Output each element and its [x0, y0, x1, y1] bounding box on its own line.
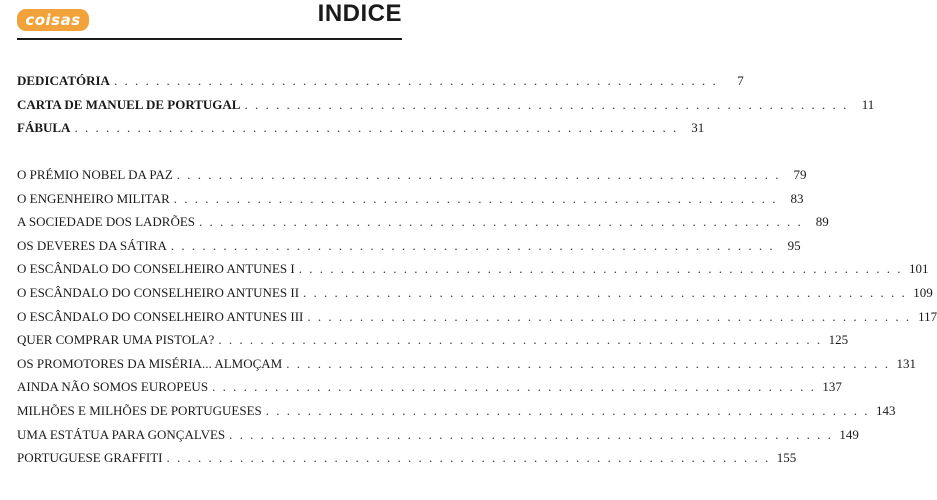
dot-leader: . . . . . . . . . . . . . . . . . . . . . . . . . . . . . . . . . . . . . . . . . . . . . . . . . . . . . . . . . .	[298, 261, 903, 277]
dot-leader: . . . . . . . . . . . . . . . . . . . . . . . . . . . . . . . . . . . . . . . . . . . . . . . . . . . . . . . . . .	[265, 403, 870, 418]
toc-entry	[17, 426, 859, 447]
toc-entry	[17, 96, 875, 117]
toc-entry-page-number: 149	[839, 426, 859, 442]
toc-entry-page-number: 89	[815, 214, 829, 230]
dot-leader: . . . . . . . . . . . . . . . . . . . . . . . . . . . . . . . . . . . . . . . . . . . . . . . . . . . . . . . . . .	[218, 332, 823, 348]
toc-entry	[17, 261, 929, 281]
toc-entry-title: O ESCÂNDALO DO CONSELHEIRO ANTUNES I	[17, 261, 295, 277]
toc-entry-title: AINDA NÃO SOMOS EUROPEUS	[17, 379, 209, 395]
dot-leader: . . . . . . . . . . . . . . . . . . . . . . . . . . . . . . . . . . . . . . . . . . . . . . . . . . . . . . . . . .	[176, 167, 781, 182]
toc-entry-page-number: 117	[918, 308, 937, 324]
toc-entry-title: UMA ESTÁTUA PARA GONÇALVES	[17, 426, 226, 442]
publisher-logo: coisas	[17, 9, 89, 31]
toc-entry-title: DEDICATÓRIA	[17, 73, 110, 88]
toc-entry-title: QUER COMPRAR UMA PISTOLA?	[17, 332, 215, 348]
toc-entry	[17, 237, 801, 258]
toc-entry-page-number: 137	[822, 379, 842, 395]
toc-entry-title: MILHÕES E MILHÕES DE PORTUGUESES	[17, 403, 262, 418]
toc-entry-page-number: 95	[787, 237, 801, 253]
toc-entry-page-number: 155	[776, 450, 797, 466]
toc-entry-page-number: 83	[790, 190, 804, 206]
toc-entry-page-number: 131	[896, 355, 916, 371]
dot-leader: . . . . . . . . . . . . . . . . . . . . . . . . . . . . . . . . . . . . . . . . . . . . . . . . . . . . . . . . . .	[199, 214, 803, 230]
toc-entry-title: O PRÉMIO NOBEL DA PAZ	[17, 167, 173, 182]
toc-entry-page-number: 109	[913, 285, 933, 300]
page-title: INDICE	[317, 0, 402, 27]
toc-entry-page-number: 7	[737, 73, 744, 88]
toc-entry-page-number: 11	[861, 96, 875, 112]
toc-entry-title: O ENGENHEIRO MILITAR	[17, 190, 170, 206]
dot-leader: . . . . . . . . . . . . . . . . . . . . . . . . . . . . . . . . . . . . . . . . . . . . . . . . . . . . . . . . . .	[166, 450, 771, 466]
toc-entry	[17, 285, 933, 305]
toc-entry-page-number: 125	[828, 332, 849, 348]
toc-entry-page-number: 101	[908, 261, 929, 277]
dot-leader: . . . . . . . . . . . . . . . . . . . . . . . . . . . . . . . . . . . . . . . . . . . . . . . . . . . . . . . . . .	[74, 120, 679, 136]
toc-entry	[17, 214, 829, 234]
toc-entry	[17, 450, 797, 470]
toc-entry	[17, 332, 849, 352]
dot-leader: . . . . . . . . . . . . . . . . . . . . . . . . . . . . . . . . . . . . . . . . . . . . . . . . . . . . . . . . . .	[173, 190, 778, 206]
toc-entry-title: CARTA DE MANUEL DE PORTUGAL	[17, 96, 241, 112]
toc-entry-title: PORTUGUESE GRAFFITI	[17, 450, 163, 466]
dot-leader: . . . . . . . . . . . . . . . . . . . . . . . . . . . . . . . . . . . . . . . . . . . . . . . . . . . . . . . . . .	[113, 73, 718, 88]
toc-entry	[17, 167, 807, 187]
toc-entry	[17, 379, 842, 399]
toc-entry	[17, 190, 804, 211]
dot-leader: . . . . . . . . . . . . . . . . . . . . . . . . . . . . . . . . . . . . . . . . . . . . . . . . . . . . . . . . . .	[229, 426, 833, 442]
toc-entry-title: OS PROMOTORES DA MISÉRIA... ALMOÇAM	[17, 355, 283, 371]
toc-entry-page-number: 79	[793, 167, 807, 182]
toc-entry-title: O ESCÂNDALO DO CONSELHEIRO ANTUNES III	[17, 308, 304, 324]
dot-leader: . . . . . . . . . . . . . . . . . . . . . . . . . . . . . . . . . . . . . . . . . . . . . . . . . . . . . . . . . .	[286, 355, 890, 371]
toc-entry-title: A SOCIEDADE DOS LADRÕES	[17, 214, 196, 230]
toc-entry	[17, 355, 916, 376]
header-rule	[17, 38, 402, 40]
toc-entry	[17, 308, 937, 329]
toc-entry-title: OS DEVERES DA SÁTIRA	[17, 237, 167, 253]
dot-leader: . . . . . . . . . . . . . . . . . . . . . . . . . . . . . . . . . . . . . . . . . . . . . . . . . . . . . . . . . .	[307, 308, 912, 324]
dot-leader: . . . . . . . . . . . . . . . . . . . . . . . . . . . . . . . . . . . . . . . . . . . . . . . . . . . . . . . . . .	[303, 285, 907, 300]
dot-leader: . . . . . . . . . . . . . . . . . . . . . . . . . . . . . . . . . . . . . . . . . . . . . . . . . . . . . . . . . .	[170, 237, 775, 253]
toc-entry-page-number: 31	[691, 120, 705, 136]
dot-leader: . . . . . . . . . . . . . . . . . . . . . . . . . . . . . . . . . . . . . . . . . . . . . . . . . . . . . . . . . .	[212, 379, 816, 395]
toc-entry	[17, 73, 744, 93]
toc-entry-title: O ESCÂNDALO DO CONSELHEIRO ANTUNES II	[17, 285, 300, 300]
toc-entry	[17, 403, 896, 423]
toc-entry-title: FÁBULA	[17, 120, 71, 136]
dot-leader: . . . . . . . . . . . . . . . . . . . . . . . . . . . . . . . . . . . . . . . . . . . . . . . . . . . . . . . . . .	[244, 96, 849, 112]
toc-entry-page-number: 143	[876, 403, 896, 418]
toc-entry	[17, 120, 705, 140]
